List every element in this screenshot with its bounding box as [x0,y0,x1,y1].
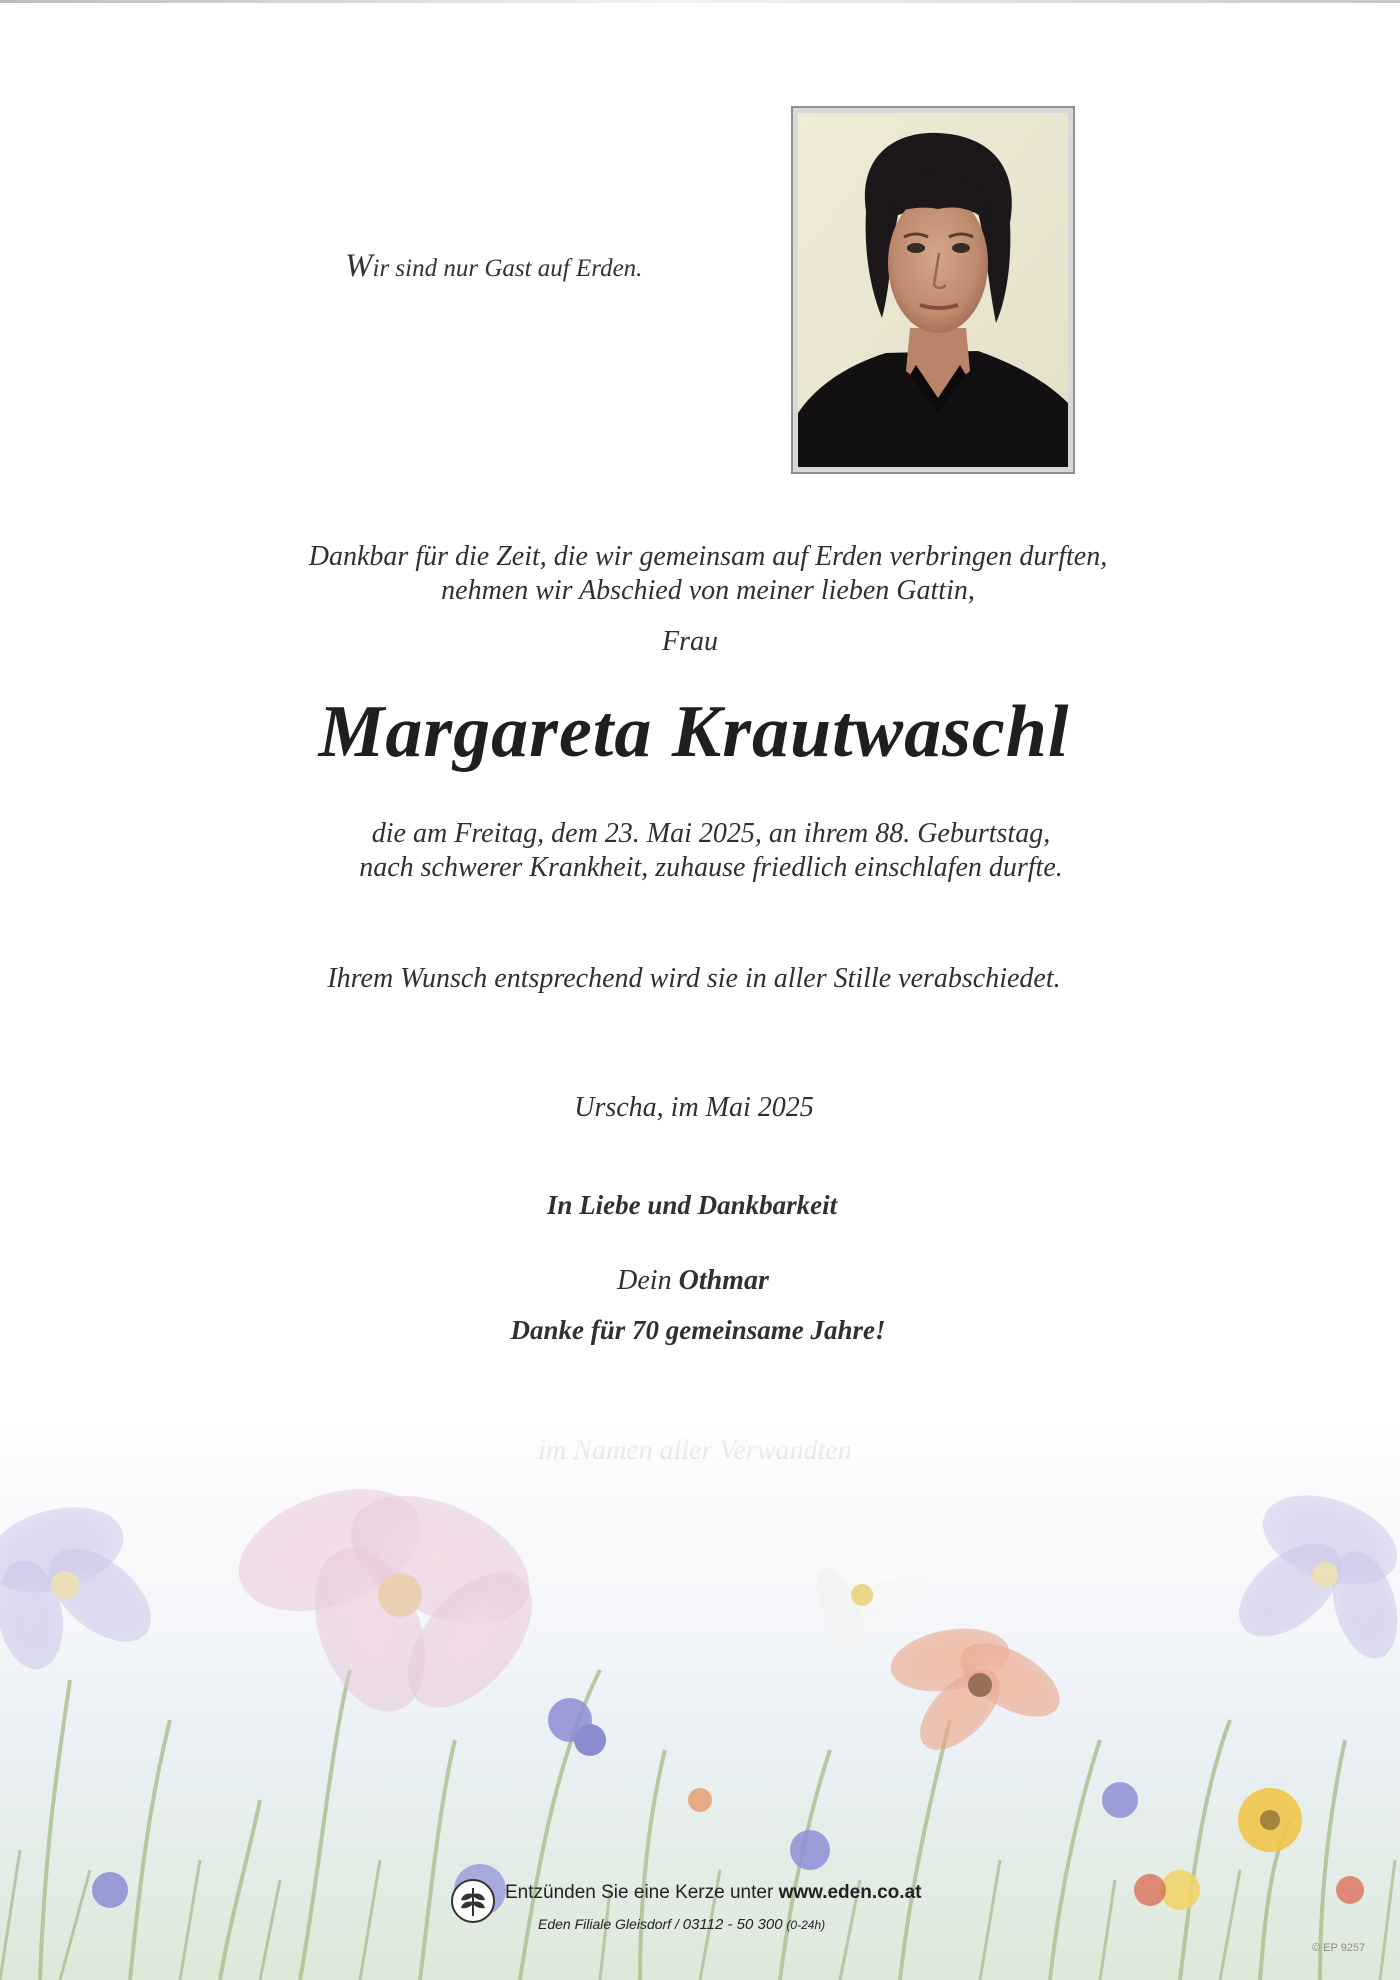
motto-initial: W [345,248,373,284]
corner-code: © EP 9257 [1312,1942,1366,1954]
intro-line-2: nehmen wir Abschied von meiner lieben Gattin, [441,575,975,606]
motto [345,248,765,285]
footer-phone: 03112 - 50 300 [682,1916,783,1933]
portrait-left-eye [907,243,925,253]
intro-line-1: Dankbar für die Zeit, die wir gemeinsam auf Erden verbringen durften, [308,541,1108,572]
signature-name: Othmar [678,1265,769,1296]
footer-contact-line [538,1916,825,1933]
portrait-photo [798,113,1068,467]
footer-candle-text: Entzünden Sie eine Kerze unter [505,1882,774,1903]
closing-signature [0,1265,1393,1297]
portrait-right-eye [952,243,970,253]
closing-love: In Liebe und Dankbarkeit [546,1190,838,1220]
intro-text [8,540,1400,608]
death-details-line-1: die am Freitag, dem 23. Mai 2025, an ihrem 88. Geburtstag, [371,818,1051,849]
footer-candle-line [505,1882,921,1904]
footer-website-link[interactable]: www.eden.co.at [778,1882,922,1903]
salutation: Frau [662,626,718,657]
signature-prefix: Dein [617,1265,672,1296]
farewell-wish: Ihrem Wunsch entsprechend wird sie in aller Stille verabschiedet. [327,963,1061,994]
scan-top-edge [0,0,1400,3]
closing-thanks: Danke für 70 gemeinsame Jahre! [510,1315,886,1345]
motto-text: ir sind nur Gast auf Erden. [372,255,643,282]
portrait-frame [791,106,1075,474]
death-details-line-2: nach schwerer Krankheit, zuhause friedlich einschlafen durfte. [359,852,1063,883]
deceased-name: Margareta Krautwaschl [318,691,1070,773]
footer-hours: (0-24h) [786,1918,826,1932]
place-and-date: Urscha, im Mai 2025 [574,1092,814,1123]
eden-leaf-logo-icon [450,1878,496,1924]
footer [450,1878,970,1948]
footer-branch: Eden Filiale Gleisdorf / [538,1916,679,1932]
death-details [11,817,1400,885]
